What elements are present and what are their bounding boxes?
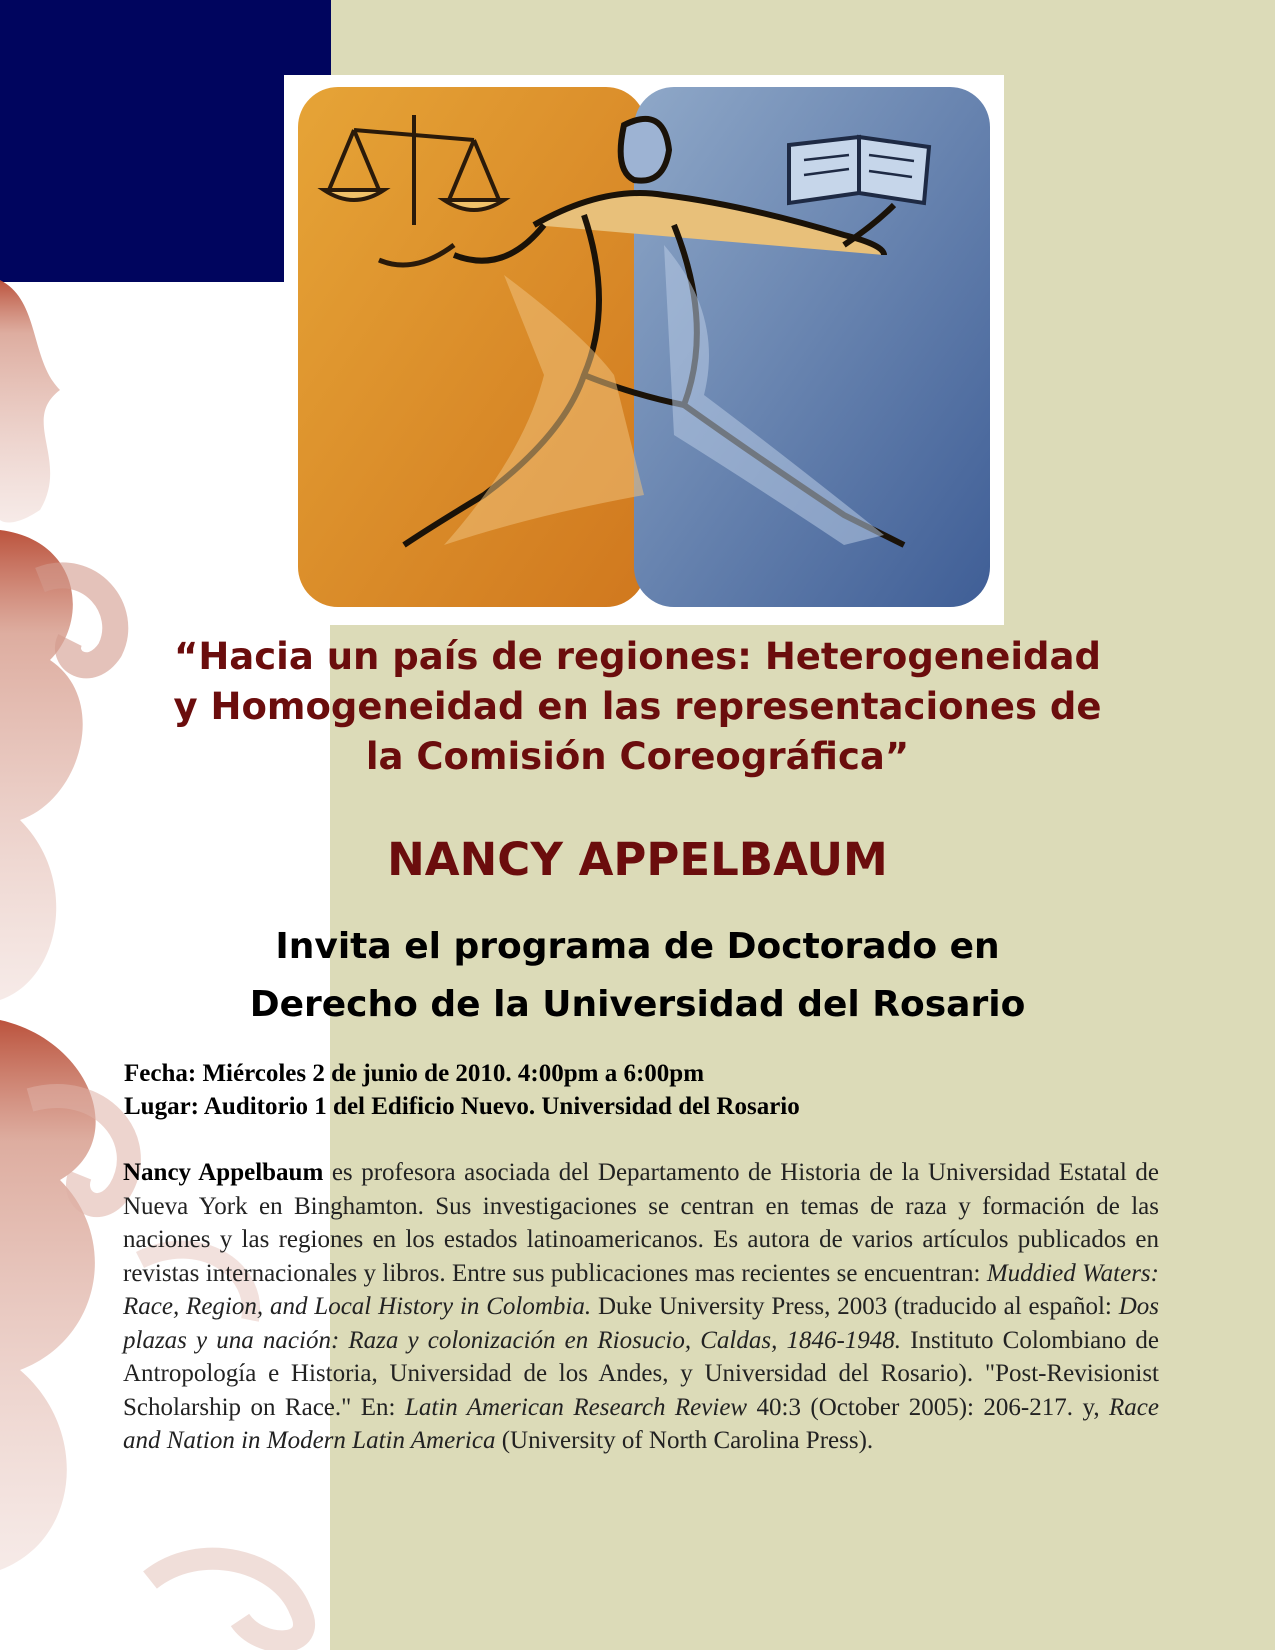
title-line-1: “Hacia un país de regiones: Heterogeneidad <box>174 635 1101 678</box>
event-details <box>124 1057 1164 1123</box>
bio-text-3: Instituto Colombiano de Antropología e Historia, Universidad de los Andes, y Universidad del Rosario). "Post-Revisionist Scholarship on Race." En: <box>123 1326 1160 1421</box>
bio-book-2: Dos plazas y una nación: Raza y colonización en Riosucio, Caldas, 1846-1948. <box>123 1293 1159 1354</box>
bio-text-4: 40:3 (October 2005): 206-217. y, <box>747 1393 1110 1421</box>
event-place: Lugar: Auditorio 1 del Edificio Nuevo. Universidad del Rosario <box>124 1093 800 1120</box>
invitation-line-1: Invita el programa de Doctorado en <box>275 926 1000 967</box>
bio-book-1: Muddied Waters: Race, Region, and Local History in Colombia. <box>123 1259 1159 1320</box>
bio-book-3: Race and Nation in Modern Latin America <box>123 1393 1159 1454</box>
title-line-2: y Homogeneidad en las representaciones de <box>173 685 1102 728</box>
bio-journal: Latin American Research Review <box>404 1393 748 1421</box>
bio-text-2: Duke University Press, 2003 (traducido al español: <box>591 1293 1119 1320</box>
event-title <box>100 632 1175 782</box>
open-book-icon <box>789 137 929 203</box>
illustration-graphic <box>284 75 1004 625</box>
event-date: Fecha: Miércoles 2 de junio de 2010. 4:00pm a 6:00pm <box>124 1060 705 1087</box>
speaker-name: NANCY APPELBAUM <box>387 833 888 886</box>
bio-name: Nancy Appelbaum <box>123 1159 324 1186</box>
invitation-heading <box>100 918 1175 1034</box>
artwork-illustration <box>284 75 1004 625</box>
speaker-bio <box>123 1156 1159 1458</box>
bio-text-1: es profesora asociada del Departamento de Historia de la Universidad Estatal de Nueva York en Binghamton. Sus investigaciones se centran en temas de raza y formación de las naciones y las regiones en los estados latinoamericanos. Es autora de varios artículos publicados en revistas internacionales y libros. Entre sus publicaciones mas recientes se encuentran: <box>123 1159 1159 1287</box>
title-line-3: la Comisión Coreográfica” <box>365 735 910 778</box>
navy-corner-block <box>0 0 331 282</box>
invitation-line-2: Derecho de la Universidad del Rosario <box>249 984 1026 1025</box>
bio-text-5: (University of North Carolina Press). <box>495 1427 874 1454</box>
